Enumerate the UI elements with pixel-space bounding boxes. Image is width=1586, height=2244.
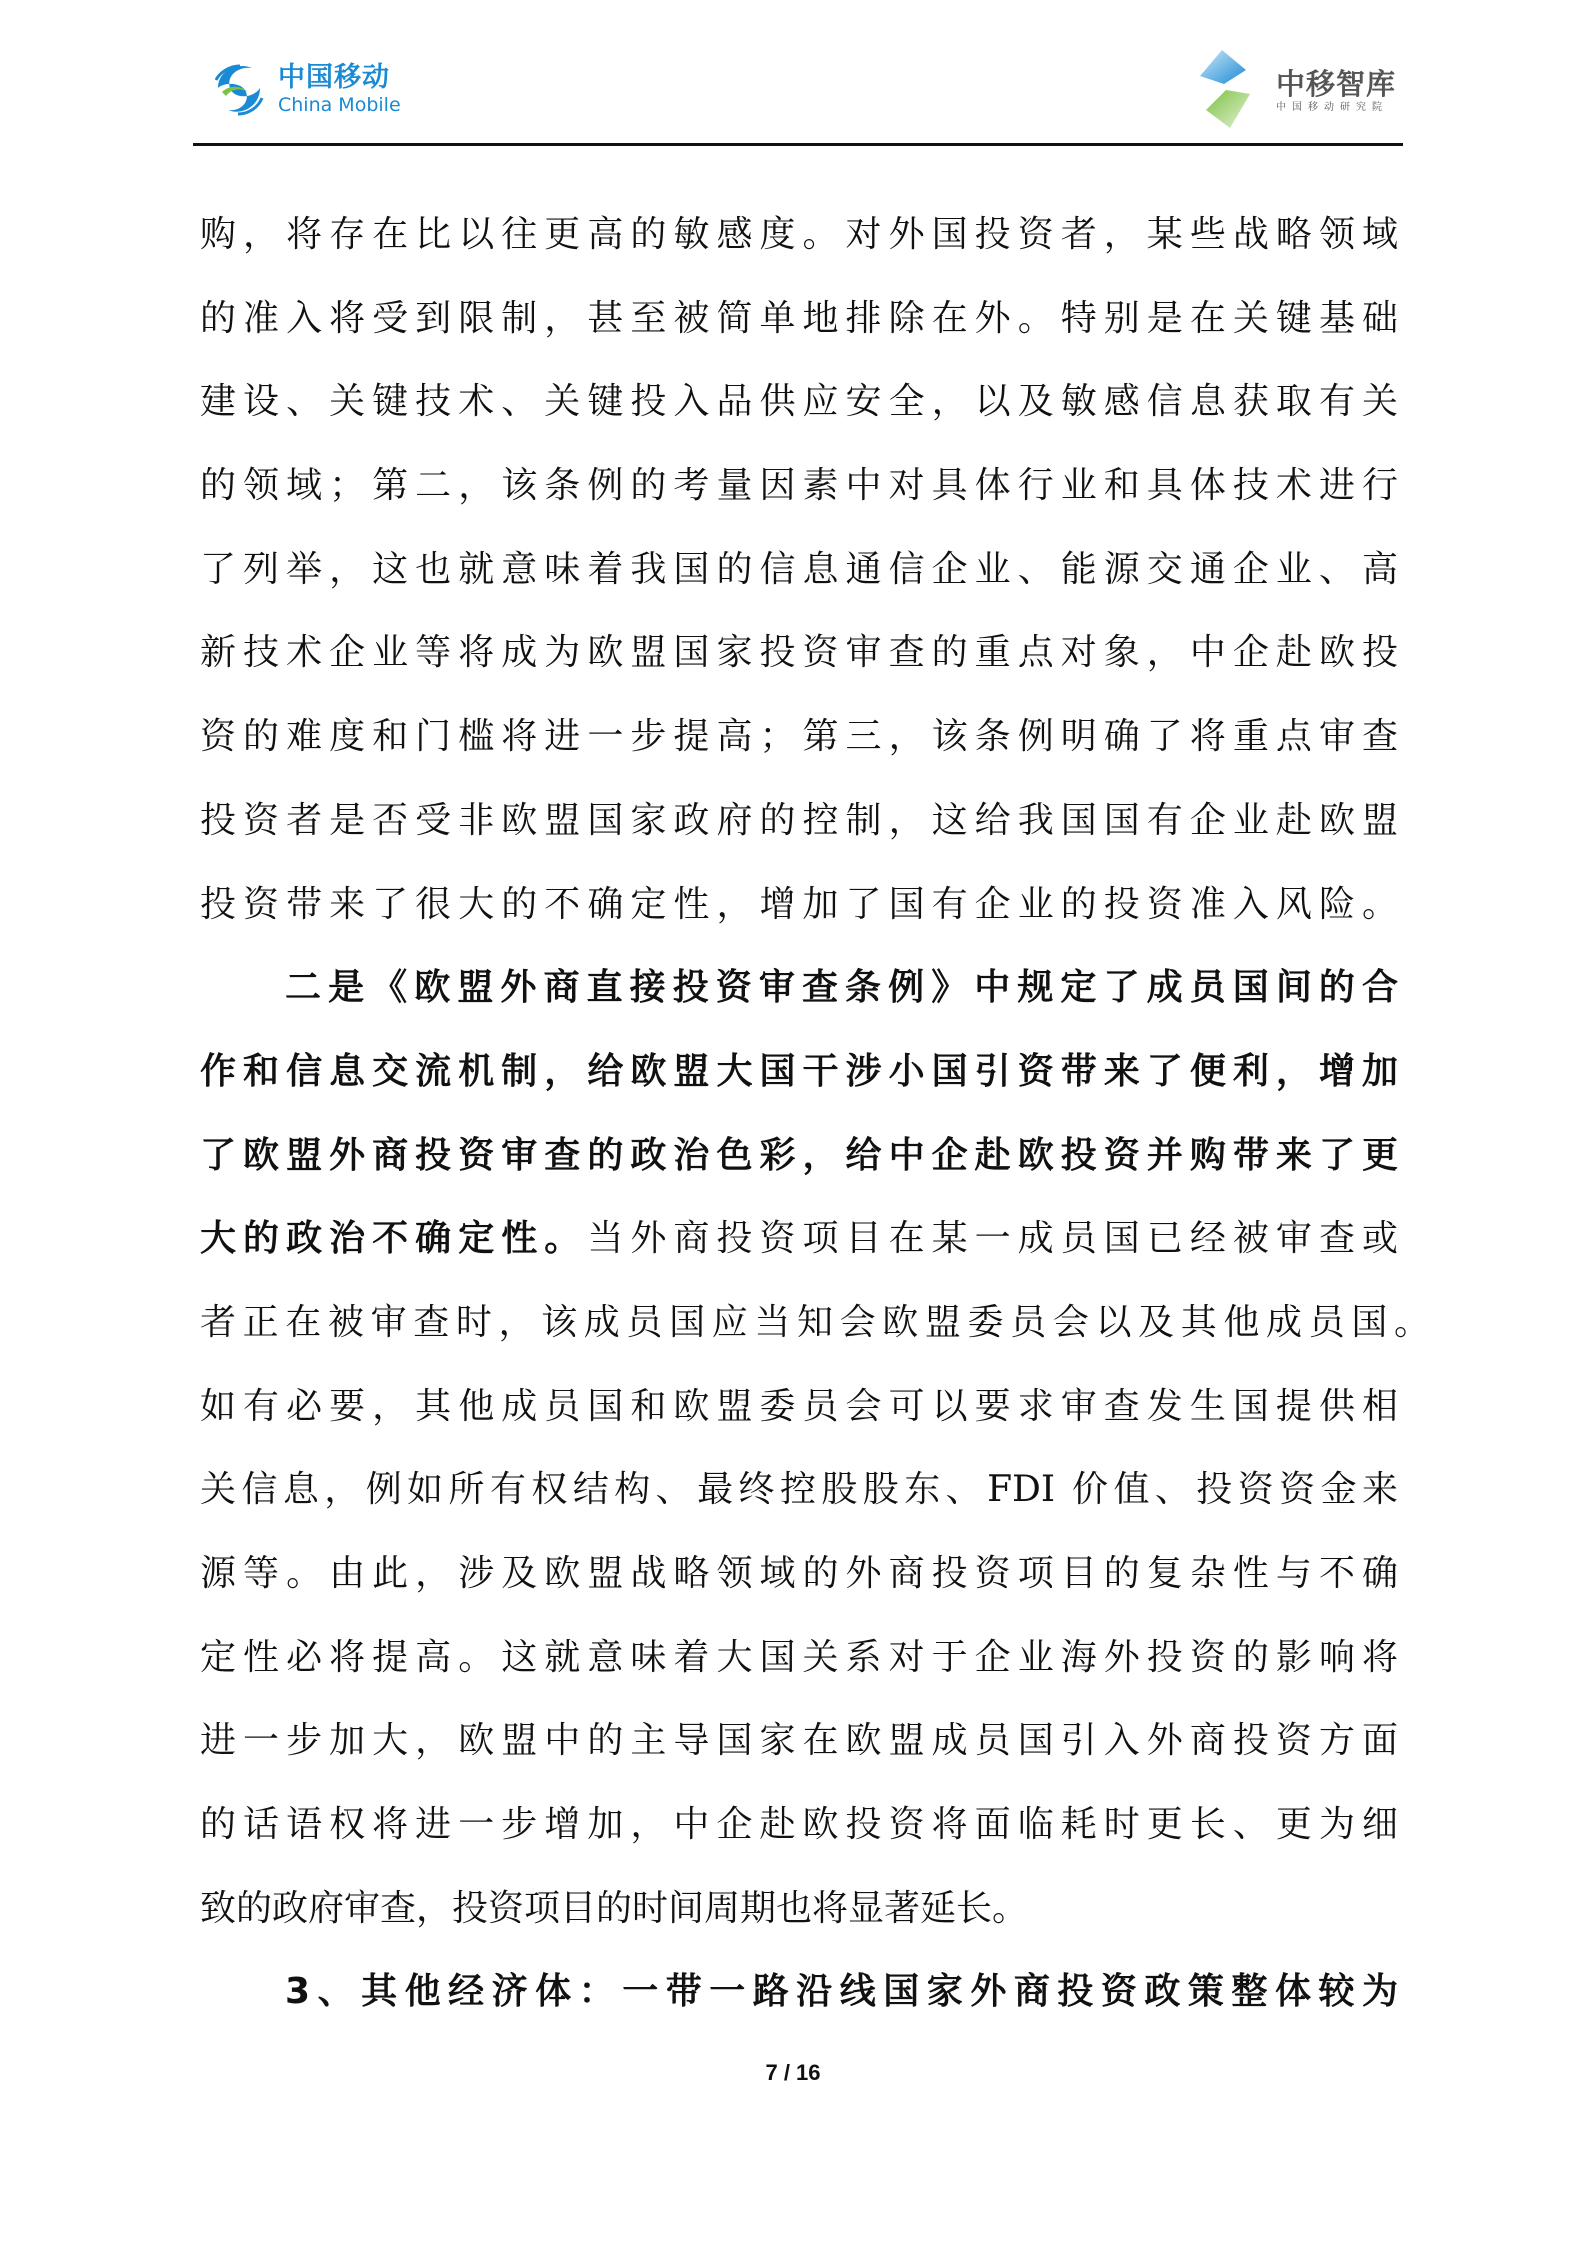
china-mobile-logo-icon <box>208 58 270 120</box>
cmri-think-tank-logo <box>1180 48 1396 133</box>
text-line <box>200 1281 1430 1365</box>
body-text: 新技术企业等将成为欧盟国家投资审查的重点对象，中企赴欧投 <box>200 632 1398 674</box>
text-line <box>200 1532 1398 1616</box>
text-line <box>200 360 1398 444</box>
body-text: 资的难度和门槛将进一步提高；第三，该条例明确了将重点审查 <box>200 716 1398 758</box>
section-heading <box>200 1950 1398 2034</box>
text-line <box>200 863 1398 947</box>
body-text: 关信息，例如所有权结构、最终控股股东、FDI 价值、投资资金来 <box>200 1469 1398 1511</box>
header-divider <box>193 143 1403 146</box>
text-line <box>200 1197 1398 1281</box>
think-tank-logo-icon <box>1180 48 1270 133</box>
bold-text: 作和信息交流机制，给欧盟大国干涉小国引资带来了便利，增加 <box>200 1050 1398 1092</box>
logo-cn-text: 中移智库 <box>1276 66 1397 101</box>
body-text: 了列举，这也就意味着我国的信息通信企业、能源交通企业、高 <box>200 548 1398 590</box>
text-line <box>200 1783 1398 1867</box>
body-text: 者正在被审查时，该成员国应当知会欧盟委员会以及其他成员国。 <box>200 1301 1430 1343</box>
document-body <box>200 193 1430 2034</box>
text-line <box>200 1114 1398 1198</box>
logo-cn-text: 中国移动 <box>278 62 390 93</box>
text-line <box>200 779 1398 863</box>
body-text: 如有必要，其他成员国和欧盟委员会可以要求审查发生国提供相 <box>200 1385 1398 1427</box>
text-line <box>200 695 1398 779</box>
text-line <box>200 611 1398 695</box>
text-line <box>200 444 1398 528</box>
text-line <box>200 1365 1398 1449</box>
text-line <box>200 1030 1398 1114</box>
logo-en-text: China Mobile <box>278 94 401 116</box>
text-line <box>200 193 1398 277</box>
body-text: 的领域；第二，该条例的考量因素中对具体行业和具体技术进行 <box>200 465 1398 507</box>
text-line <box>200 1448 1398 1532</box>
body-text: 进一步加大，欧盟中的主导国家在欧盟成员国引入外商投资方面 <box>200 1720 1398 1762</box>
body-text: 投资者是否受非欧盟国家政府的控制，这给我国国有企业赴欧盟 <box>200 799 1398 841</box>
text-line <box>200 277 1398 361</box>
china-mobile-logo <box>208 58 401 120</box>
body-text: 致的政府审查，投资项目的时间周期也将显著延长。 <box>200 1887 1029 1929</box>
bold-text: 二是《欧盟外商直接投资审查条例》中规定了成员国间的合 <box>285 967 1398 1009</box>
body-text: 源等。由此，涉及欧盟战略领域的外商投资项目的复杂性与不确 <box>200 1553 1398 1594</box>
bold-text: 大的政治不确定性。 <box>200 1218 588 1260</box>
body-text: 的准入将受到限制，甚至被简单地排除在外。特别是在关键基础 <box>200 297 1398 339</box>
text-line <box>200 946 1398 1030</box>
text-line <box>200 1616 1398 1700</box>
body-text: 定性必将提高。这就意味着大国关系对于企业海外投资的影响将 <box>200 1636 1398 1678</box>
text-line <box>200 1867 1398 1951</box>
page-number: 7 / 16 <box>765 2060 821 2085</box>
logo-sub-text: 中国移动研究院 <box>1276 101 1388 113</box>
body-text: 建设、关键技术、关键投入品供应安全，以及敏感信息获取有关 <box>200 381 1398 423</box>
text-line <box>200 528 1398 612</box>
bold-text: 了欧盟外商投资审查的政治色彩，给中企赴欧投资并购带来了更 <box>200 1134 1398 1176</box>
body-text: 当外商投资项目在某一成员国已经被审查或 <box>587 1218 1398 1260</box>
text-line <box>200 1699 1398 1783</box>
body-text: 投资带来了很大的不确定性，增加了国有企业的投资准入风险。 <box>200 883 1398 925</box>
body-text: 的话语权将进一步增加，中企赴欧投资将面临耗时更长、更为细 <box>200 1804 1398 1846</box>
body-text: 购，将存在比以往更高的敏感度。对外国投资者，某些战略领域 <box>200 214 1398 255</box>
bold-text: 3、其他经济体：一带一路沿线国家外商投资政策整体较为 <box>285 1971 1398 2013</box>
